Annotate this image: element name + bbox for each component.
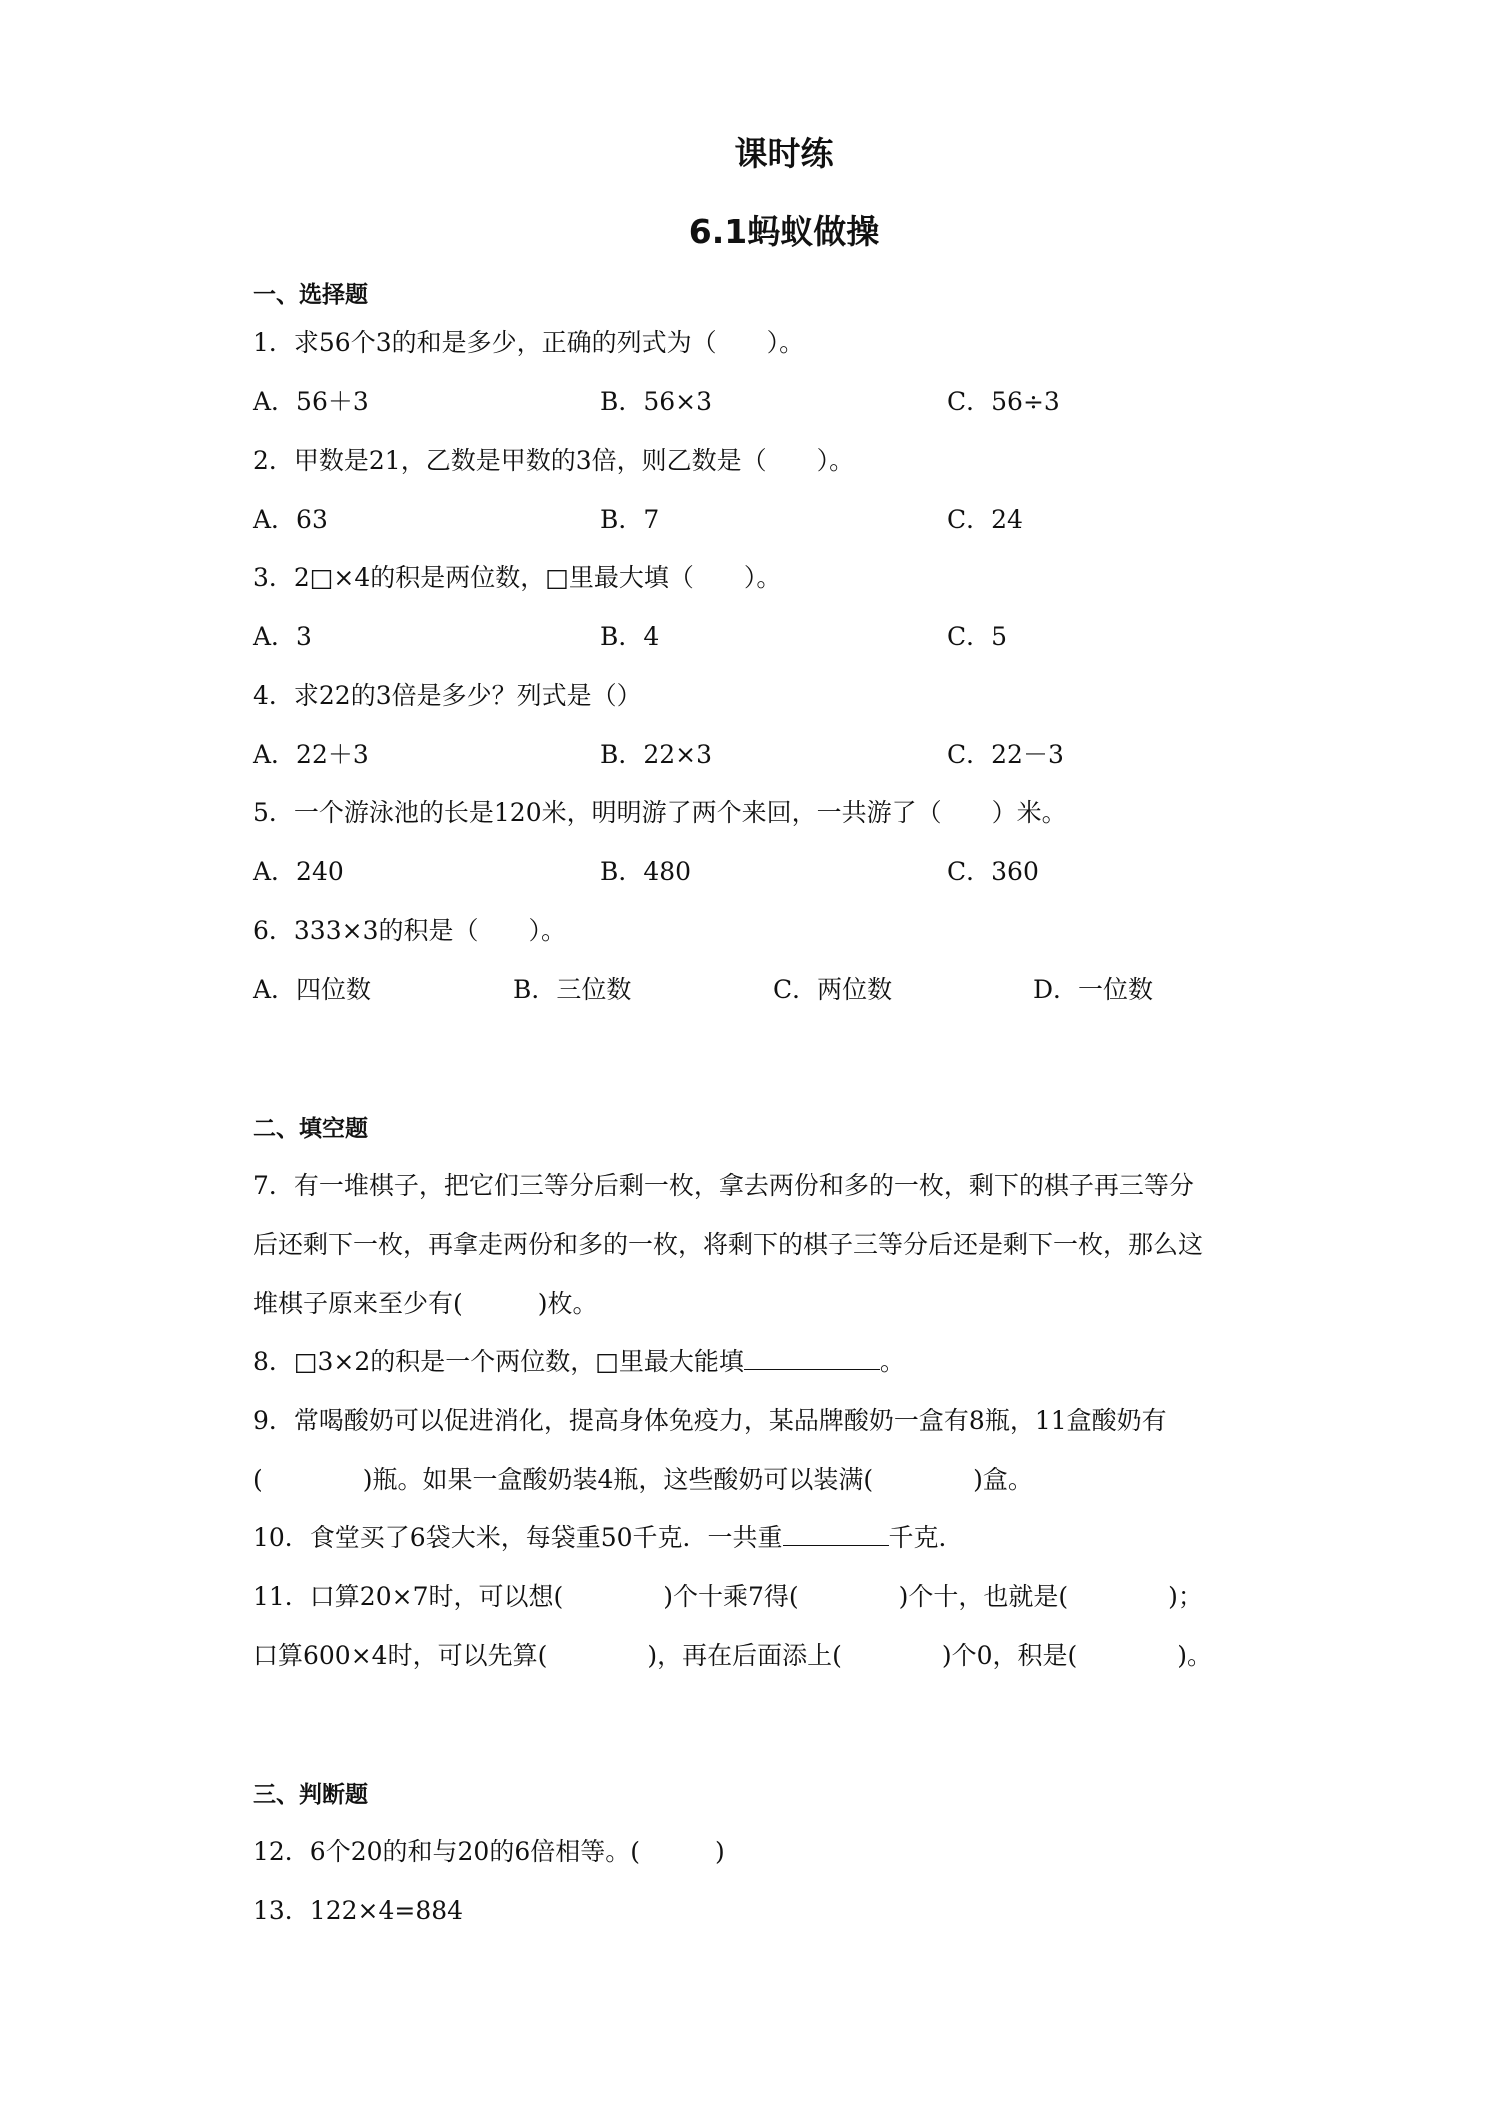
worksheet-title: 课时练: [734, 134, 834, 173]
section-heading-fill: 二、填空题: [253, 1116, 368, 1142]
q5-option-c: C．360: [947, 857, 1039, 886]
q3-option-c: C．5: [947, 622, 1008, 651]
q5-option-a: A．240: [253, 857, 344, 886]
question-6: 6．333×3的积是（ ）。: [253, 916, 566, 945]
question-7-line-1: 7．有一堆棋子，把它们三等分后剩一枚，拿去两份和多的一枚，剩下的棋子再三等分: [253, 1171, 1194, 1200]
q5-option-b: B．480: [600, 857, 692, 886]
question-12: 12．6个20的和与20的6倍相等。( ): [253, 1837, 725, 1866]
q6-option-a: A．四位数: [253, 975, 372, 1004]
q6-option-d: D．一位数: [1033, 975, 1154, 1004]
question-3: 3．2□×4的积是两位数，□里最大填（ ）。: [253, 563, 782, 592]
question-11-line-1: 11．口算20×7时，可以想( )个十乘7得( )个十，也就是( )；: [253, 1582, 1203, 1611]
lesson-title: 6.1蚂蚁做操: [688, 212, 880, 251]
q1-option-b: B．56×3: [600, 387, 713, 416]
q1-option-c: C．56÷3: [947, 387, 1060, 416]
question-11-line-2: 口算600×4时，可以先算( )，再在后面添上( )个0，积是( )。: [253, 1641, 1212, 1670]
question-7-line-2: 后还剩下一枚，再拿走两份和多的一枚，将剩下的棋子三等分后还是剩下一枚，那么这: [253, 1230, 1204, 1259]
q2-option-b: B．7: [600, 505, 660, 534]
question-8-end: 。: [879, 1347, 905, 1376]
question-2: 2．甲数是21，乙数是甲数的3倍，则乙数是（ ）。: [253, 446, 855, 475]
answer-blank: [744, 1347, 880, 1370]
q2-option-a: A．63: [253, 505, 328, 534]
question-7-line-3: 堆棋子原来至少有( )枚。: [253, 1289, 598, 1318]
q4-option-a: A．22＋3: [253, 740, 369, 769]
q6-option-c: C．两位数: [773, 975, 893, 1004]
question-10-text: 10．食堂买了6袋大米，每袋重50千克．一共重: [253, 1523, 783, 1552]
question-10: [253, 1518, 964, 1554]
answer-blank: [783, 1523, 889, 1546]
question-9-line-1: 9．常喝酸奶可以促进消化，提高身体免疫力，某品牌酸奶一盒有8瓶，11盒酸奶有: [253, 1406, 1167, 1435]
question-4: 4．求22的3倍是多少？列式是（）: [253, 681, 642, 710]
q2-option-c: C．24: [947, 505, 1023, 534]
q1-option-a: A．56＋3: [253, 387, 369, 416]
question-1: 1．求56个3的和是多少，正确的列式为（ ）。: [253, 328, 805, 357]
section-heading-judge: 三、判断题: [253, 1782, 368, 1808]
question-13: 13．122×4=884: [253, 1896, 464, 1925]
q3-option-b: B．4: [600, 622, 660, 651]
section-heading-choice: 一、选择题: [253, 282, 368, 308]
q4-option-c: C．22－3: [947, 740, 1064, 769]
q6-option-b: B．三位数: [513, 975, 632, 1004]
question-8: [253, 1342, 905, 1378]
q4-option-b: B．22×3: [600, 740, 713, 769]
question-8-text: 8．□3×2的积是一个两位数，□里最大能填: [253, 1347, 744, 1376]
question-10-end: 千克．: [888, 1523, 964, 1552]
q3-option-a: A．3: [253, 622, 312, 651]
question-5: 5．一个游泳池的长是120米，明明游了两个来回，一共游了（ ）米。: [253, 798, 1067, 827]
question-9-line-2: ( )瓶。如果一盒酸奶装4瓶，这些酸奶可以装满( )盒。: [253, 1465, 1033, 1494]
